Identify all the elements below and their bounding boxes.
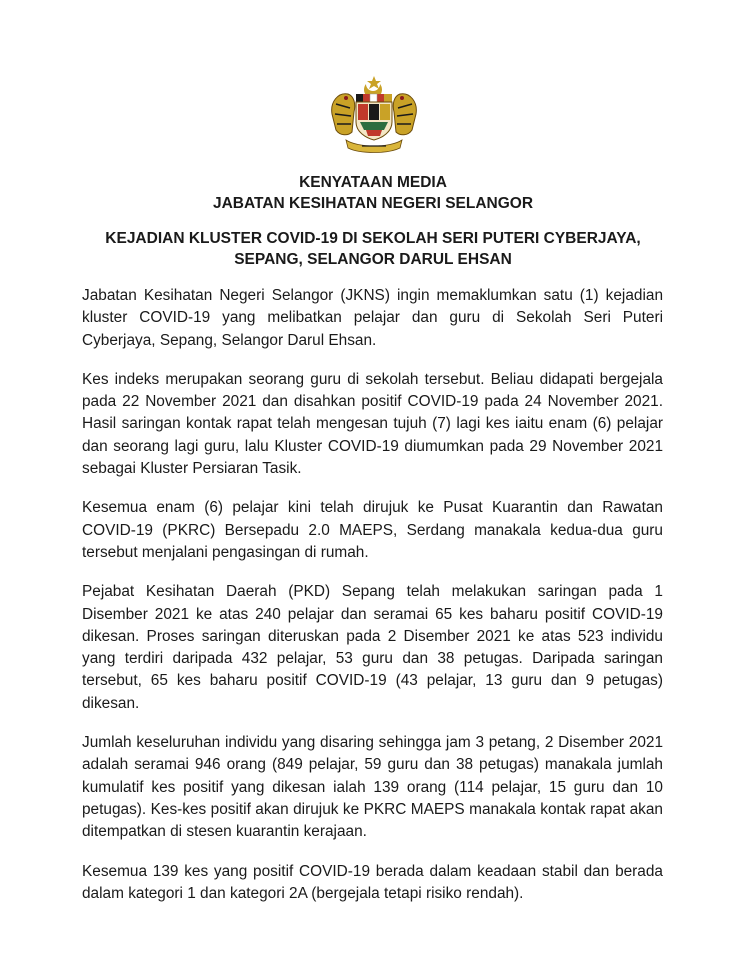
header-title: KENYATAAN MEDIA: [299, 174, 447, 191]
subject-line-2: SEPANG, SELANGOR DARUL EHSAN: [234, 251, 512, 268]
paragraph: Jumlah keseluruhan individu yang disaring sehingga jam 3 petang, 2 Disember 2021 adalah seramai 946 orang (849 pelajar, 59 guru dan 38 petugas) manakala jumlah kumulatif kes positif yang dikesan ialah 139 orang (114 pelajar, 15 guru dan 10 petugas). Kes-kes positif akan dirujuk ke PKRC MAEPS manakala kontak rapat akan ditempatkan di stesen kuarantin kerajaan.: [82, 734, 663, 841]
malaysia-coat-of-arms-icon: [326, 74, 422, 158]
subject-line-1: KEJADIAN KLUSTER COVID-19 DI SEKOLAH SERI PUTERI CYBERJAYA,: [105, 230, 641, 247]
press-body: [82, 285, 663, 922]
paragraph: Kesemua 139 kes yang positif COVID-19 berada dalam keadaan stabil dan berada dalam kategori 1 dan kategori 2A (bergejala tetapi risiko rendah).: [82, 862, 663, 902]
paragraph: Kes indeks merupakan seorang guru di sekolah tersebut. Beliau didapati bergejala pada 22 November 2021 dan disahkan positif COVID-19 pada 24 November 2021. Hasil saringan kontak rapat telah mengesan tujuh (7) lagi kes iaitu enam (6) pelajar dan seorang lagi guru, lalu Kluster COVID-19 diumumkan pada 29 November 2021 sebagai Kluster Persiaran Tasik.: [82, 370, 663, 478]
paragraph: Jabatan Kesihatan Negeri Selangor (JKNS) ingin memaklumkan satu (1) kejadian kluster COVID-19 yang melibatkan pelajar dan guru di Sekolah Seri Puteri Cyberjaya, Sepang, Selangor Darul Ehsan.: [82, 287, 663, 349]
header-department: JABATAN KESIHATAN NEGERI SELANGOR: [212, 195, 534, 212]
press-header: [0, 172, 746, 214]
paragraph: Pejabat Kesihatan Daerah (PKD) Sepang telah melakukan saringan pada 1 Disember 2021 ke atas 240 pelajar dan seramai 65 kes baharu positif COVID-19 dikesan. Proses saringan diteruskan pada 2 Disember 2021 ke atas 523 individu yang terdiri daripada 432 pelajar, 53 guru dan 38 petugas. Daripada saringan tersebut, 65 kes baharu positif COVID-19 (43 pelajar, 13 guru dan 9 petugas) dikesan.: [82, 583, 663, 712]
press-subject: [0, 228, 746, 270]
paragraph: Kesemua enam (6) pelajar kini telah dirujuk ke Pusat Kuarantin dan Rawatan COVID-19 (PKRC) Bersepadu 2.0 MAEPS, Serdang manakala kedua-dua guru tersebut menjalani pengasingan di rumah.: [82, 499, 663, 561]
